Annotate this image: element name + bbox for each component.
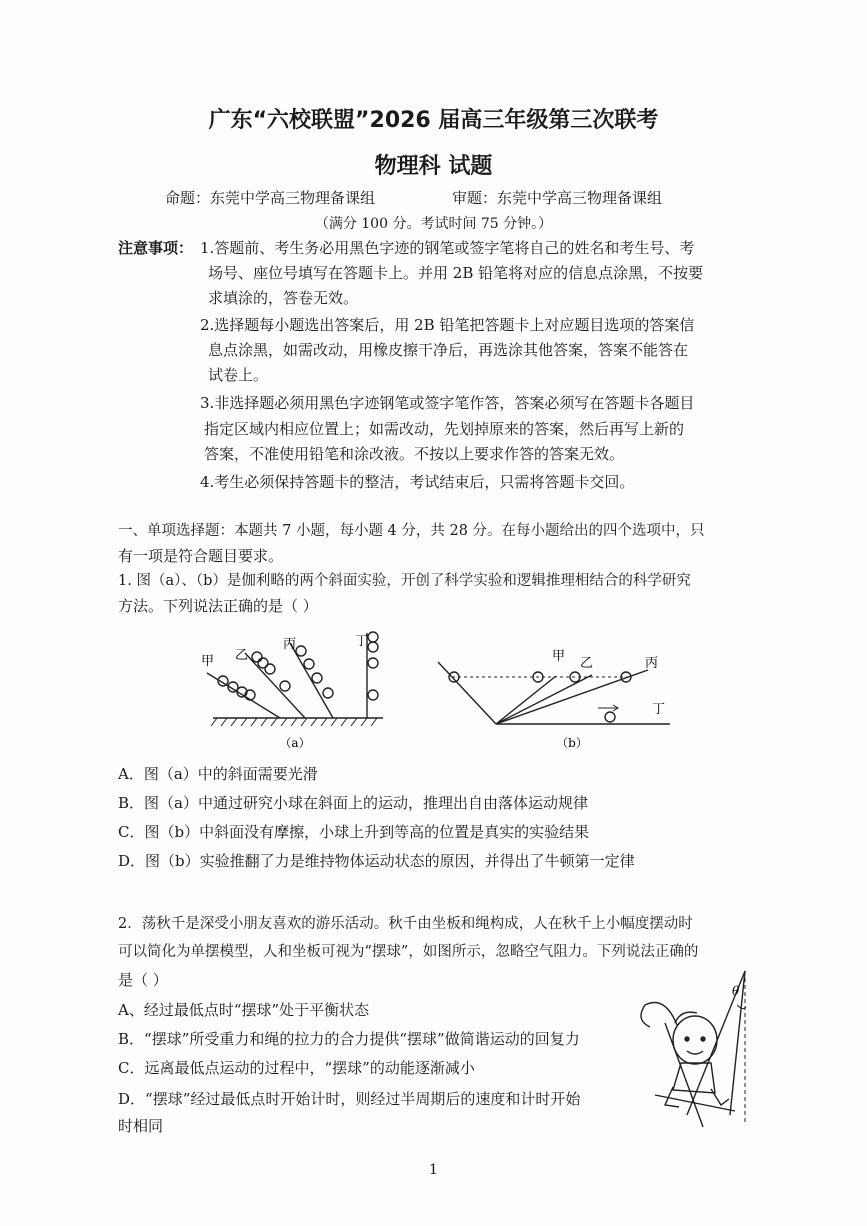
notice-line: 试卷上。	[208, 366, 269, 384]
q1-stem-cont: 方法。下列说法正确的是（ ）	[118, 597, 318, 615]
q2-option-d-cont: 时相同	[118, 1117, 164, 1135]
reviewer-info: 审题：东莞中学高三物理备课组	[452, 189, 663, 207]
notice-line: 息点涂黑，如需改动，用橡皮擦干净后，再选涂其他答案，答案不能答在	[208, 341, 689, 359]
swing-illustration	[625, 965, 760, 1140]
setter-info: 命题：东莞中学高三物理备课组	[165, 189, 376, 207]
fig-b-label: 丙	[645, 656, 659, 671]
fig-a-label: 丙	[283, 637, 297, 652]
fig-b-caption: （b）	[556, 736, 588, 750]
q1-stem: 1. 图（a）、（b）是伽利略的两个斜面实验，开创了科学实验和逻辑推理相结合的科学研究	[118, 573, 691, 589]
exam-title: 广东“六校联盟”2026 届高三年级第三次联考	[208, 108, 659, 133]
notice-line: 答案，不准使用铅笔和涂改液。不按以上要求作答的答案无效。	[204, 445, 625, 463]
section-heading-cont: 有一项是符合题目要求。	[118, 547, 284, 565]
theta-label: θ	[732, 984, 740, 998]
fig-b-label: 乙	[580, 656, 594, 671]
q2-option-c: C．远离最低点运动的过程中，“摆球”的动能逐渐减小	[118, 1059, 475, 1077]
score-time-info: （满分 100 分。考试时间 75 分钟。）	[314, 216, 553, 232]
notice-line: 1.答题前、考生务必用黑色字迹的钢笔或签字笔将自己的姓名和考生号、考	[200, 239, 695, 257]
q2-option-d: D．“摆球”经过最低点时开始计时，则经过半周期后的速度和计时开始	[118, 1090, 581, 1108]
figure-b-inclines	[430, 640, 675, 755]
q1-option-a: A．图（a）中的斜面需要光滑	[118, 765, 318, 783]
q2-option-b: B．“摆球”所受重力和绳的拉力的合力提供“摆球”做简谐运动的回复力	[118, 1030, 580, 1048]
fig-a-label: 丁	[355, 634, 369, 649]
notice-line: 2.选择题每小题选出答案后，用 2B 铅笔把答题卡上对应题目选项的答案信	[200, 316, 695, 334]
notice-line: 4.考生必须保持答题卡的整洁，考试结束后，只需将答题卡交回。	[200, 473, 635, 491]
q2-stem-cont: 是（ ）	[118, 971, 168, 989]
q2-option-a: A、经过最低点时“摆球”处于平衡状态	[118, 1001, 370, 1019]
notice-line: 3.非选择题必须用黑色字迹钢笔或签字笔作答，答案必须写在答题卡各题目	[200, 394, 695, 412]
q1-option-c: C．图（b）中斜面没有摩擦，小球上升到等高的位置是真实的实验结果	[118, 823, 590, 841]
fig-b-label: 丁	[652, 702, 666, 717]
figure-a-inclines	[195, 625, 395, 755]
notice-label: 注意事项：	[118, 239, 194, 257]
notice-line: 指定区域内相应位置上；如需改动，先划掉原来的答案，然后再写上新的	[204, 420, 685, 438]
fig-a-label: 乙	[235, 648, 249, 663]
notice-line: 场号、座位号填写在答题卡上。并用 2B 铅笔将对应的信息点涂黑，不按要	[208, 264, 704, 282]
q1-option-d: D．图（b）实验推翻了力是维持物体运动状态的原因，并得出了牛顿第一定律	[118, 852, 635, 870]
q2-stem: 2．荡秋千是深受小朋友喜欢的游乐活动。秋千由坐板和绳构成，人在秋千上小幅度摆动时	[118, 916, 693, 932]
section-heading: 一、单项选择题：本题共 7 小题，每小题 4 分，共 28 分。在每小题给出的四个选项中，只	[118, 523, 705, 539]
q2-stem-cont: 可以简化为单摆模型，人和坐板可视为“摆球”，如图所示，忽略空气阻力。下列说法正确的	[118, 944, 699, 960]
exam-subtitle: 物理科 试题	[374, 154, 493, 179]
page-number: 1	[429, 1162, 438, 1178]
fig-a-caption: （a）	[279, 736, 311, 750]
fig-a-label: 甲	[201, 654, 215, 669]
fig-b-label: 甲	[552, 649, 566, 664]
q1-option-b: B．图（a）中通过研究小球在斜面上的运动，推理出自由落体运动规律	[118, 794, 588, 812]
notice-line: 求填涂的，答卷无效。	[208, 289, 359, 307]
